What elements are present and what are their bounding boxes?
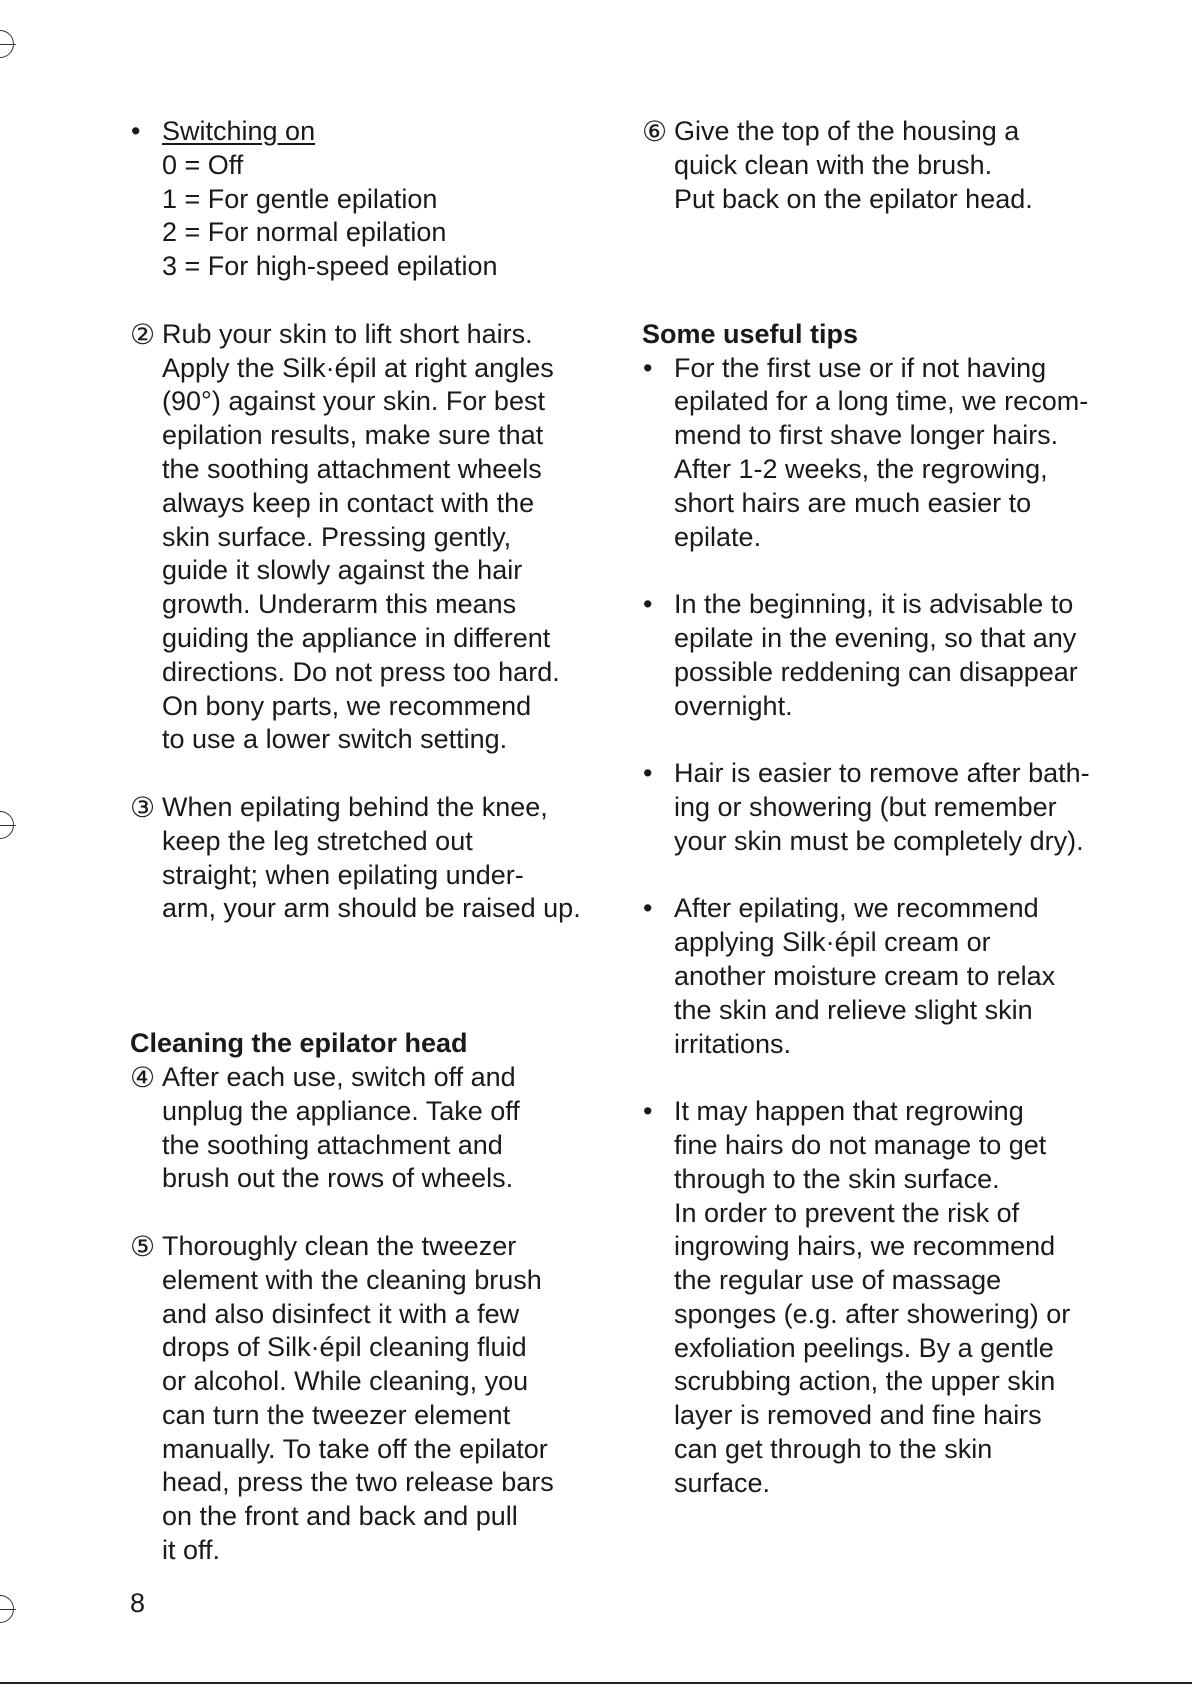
step-6 [642, 115, 1112, 216]
tip-text-line: It may happen that regrowing [674, 1096, 1024, 1127]
tip-text-line: In the beginning, it is advisable to [674, 589, 1074, 620]
step-text-line: head, press the two release bars [162, 1467, 554, 1498]
setting-line: 3 = For high-speed epilation [162, 251, 498, 282]
step-text-line: the soothing attachment wheels [162, 453, 542, 484]
tip-text-line: mend to first shave longer hairs. [674, 420, 1059, 451]
step-text-line: manually. To take off the epilator [162, 1433, 548, 1464]
step-text-line: the soothing attachment and [162, 1129, 503, 1160]
bullet-icon: • [643, 893, 653, 924]
tip-text-line: through to the skin surface. [674, 1163, 1000, 1194]
step-text-line: growth. Underarm this means [162, 589, 517, 620]
step-text-line: Put back on the epilator head. [674, 183, 1033, 214]
circled-number-6-icon: ⑥ [642, 116, 668, 147]
setting-line: 1 = For gentle epilation [162, 183, 438, 214]
tip-text-line: epilated for a long time, we recom- [674, 386, 1089, 417]
bullet-icon: • [643, 1096, 653, 1127]
left-column [130, 115, 600, 1568]
page-number: 8 [130, 1588, 146, 1618]
step-text-line: always keep in contact with the [162, 487, 535, 518]
step-text-line: unplug the appliance. Take off [162, 1095, 520, 1126]
tip-text-line: your skin must be completely dry). [674, 825, 1084, 856]
right-column [642, 115, 1112, 1501]
step-3 [130, 791, 600, 926]
tip-text-line: applying Silk·épil cream or [674, 927, 991, 958]
tip-text-line: overnight. [674, 690, 793, 721]
tip-item [642, 1095, 1112, 1501]
switching-on-title: Switching on [162, 116, 316, 146]
tip-text-line: sponges (e.g. after showering) or [674, 1298, 1071, 1329]
tip-text-line: After epilating, we recommend [674, 893, 1039, 924]
step-text-line: Give the top of the housing a [674, 116, 1020, 146]
tip-text-line: In order to prevent the risk of [674, 1197, 1020, 1228]
step-text-line: or alcohol. While cleaning, you [162, 1366, 529, 1397]
step-text-line: epilation results, make sure that [162, 420, 544, 451]
tip-text-line: the skin and relieve slight skin [674, 994, 1033, 1025]
step-text-line: arm, your arm should be raised up. [162, 893, 581, 924]
tip-text-line: epilate. [674, 521, 762, 552]
bullet-icon: • [643, 352, 653, 383]
step-text-line: straight; when epilating under- [162, 859, 524, 890]
step-text-line: After each use, switch off and [162, 1061, 516, 1092]
step-text-line: (90°) against your skin. For best [162, 386, 545, 417]
bullet-icon: • [131, 116, 141, 146]
step-text-line: to use a lower switch setting. [162, 724, 508, 755]
tip-item [642, 588, 1112, 723]
cleaning-heading: Cleaning the epilator head [130, 1028, 468, 1059]
switching-on-section [130, 115, 600, 284]
step-text-line: When epilating behind the knee, [162, 791, 548, 822]
step-text-line: Thoroughly clean the tweezer [162, 1230, 517, 1261]
crop-mark-bottom [0, 1589, 16, 1629]
tip-text-line: ingrowing hairs, we recommend [674, 1231, 1056, 1262]
bullet-icon: • [643, 589, 653, 620]
circled-number-3-icon: ③ [130, 791, 156, 823]
crop-mark-top [0, 24, 16, 64]
step-text-line: On bony parts, we recommend [162, 690, 532, 721]
tip-text-line: layer is removed and fine hairs [674, 1400, 1042, 1431]
step-4 [130, 1061, 600, 1196]
step-text-line: keep the leg stretched out [162, 825, 473, 856]
step-5 [130, 1230, 600, 1568]
tip-item [642, 892, 1112, 1061]
circled-number-5-icon: ⑤ [130, 1230, 156, 1262]
tips-heading: Some useful tips [642, 318, 859, 349]
step-text-line: guiding the appliance in different [162, 622, 551, 653]
step-text-line: element with the cleaning brush [162, 1264, 542, 1295]
step-text-line: on the front and back and pull [162, 1501, 518, 1532]
step-text-line: drops of Silk·épil cleaning fluid [162, 1332, 527, 1363]
tip-text-line: Hair is easier to remove after bath- [674, 758, 1090, 789]
step-text-line: skin surface. Pressing gently, [162, 521, 512, 552]
step-text-line: and also disinfect it with a few [162, 1298, 520, 1329]
tip-text-line: short hairs are much easier to [674, 487, 1032, 518]
crop-mark-middle [0, 805, 16, 845]
tip-text-line: can get through to the skin [674, 1434, 993, 1465]
setting-line: 0 = Off [162, 149, 244, 180]
circled-number-4-icon: ④ [130, 1061, 156, 1093]
step-text-line: can turn the tweezer element [162, 1399, 511, 1430]
tip-item [642, 352, 1112, 555]
tip-text-line: scrubbing action, the upper skin [674, 1366, 1056, 1397]
tip-text-line: possible reddening can disappear [674, 656, 1078, 687]
tip-text-line: For the first use or if not having [674, 352, 1047, 383]
step-text-line: directions. Do not press too hard. [162, 656, 560, 687]
step-text-line: Rub your skin to lift short hairs. [162, 318, 533, 349]
tip-text-line: fine hairs do not manage to get [674, 1129, 1047, 1160]
step-text-line: it off. [162, 1535, 221, 1566]
tip-text-line: After 1-2 weeks, the regrowing, [674, 453, 1048, 484]
tip-text-line: ing or showering (but remember [674, 791, 1057, 822]
step-text-line: guide it slowly against the hair [162, 555, 523, 586]
step-2 [130, 318, 600, 757]
tip-item [642, 757, 1112, 858]
step-text-line: brush out the rows of wheels. [162, 1163, 514, 1194]
step-text-line: quick clean with the brush. [674, 149, 993, 180]
tip-text-line: the regular use of massage [674, 1265, 1002, 1296]
tip-text-line: irritations. [674, 1028, 792, 1059]
tip-text-line: epilate in the evening, so that any [674, 622, 1077, 653]
setting-line: 2 = For normal epilation [162, 217, 447, 248]
bottom-rule [0, 1682, 1192, 1684]
circled-number-2-icon: ② [130, 318, 156, 350]
tip-text-line: exfoliation peelings. By a gentle [674, 1332, 1054, 1363]
step-text-line: Apply the Silk·épil at right angles [162, 352, 554, 383]
tip-text-line: another moisture cream to relax [674, 960, 1056, 991]
bullet-icon: • [643, 758, 653, 789]
tip-text-line: surface. [674, 1467, 771, 1498]
